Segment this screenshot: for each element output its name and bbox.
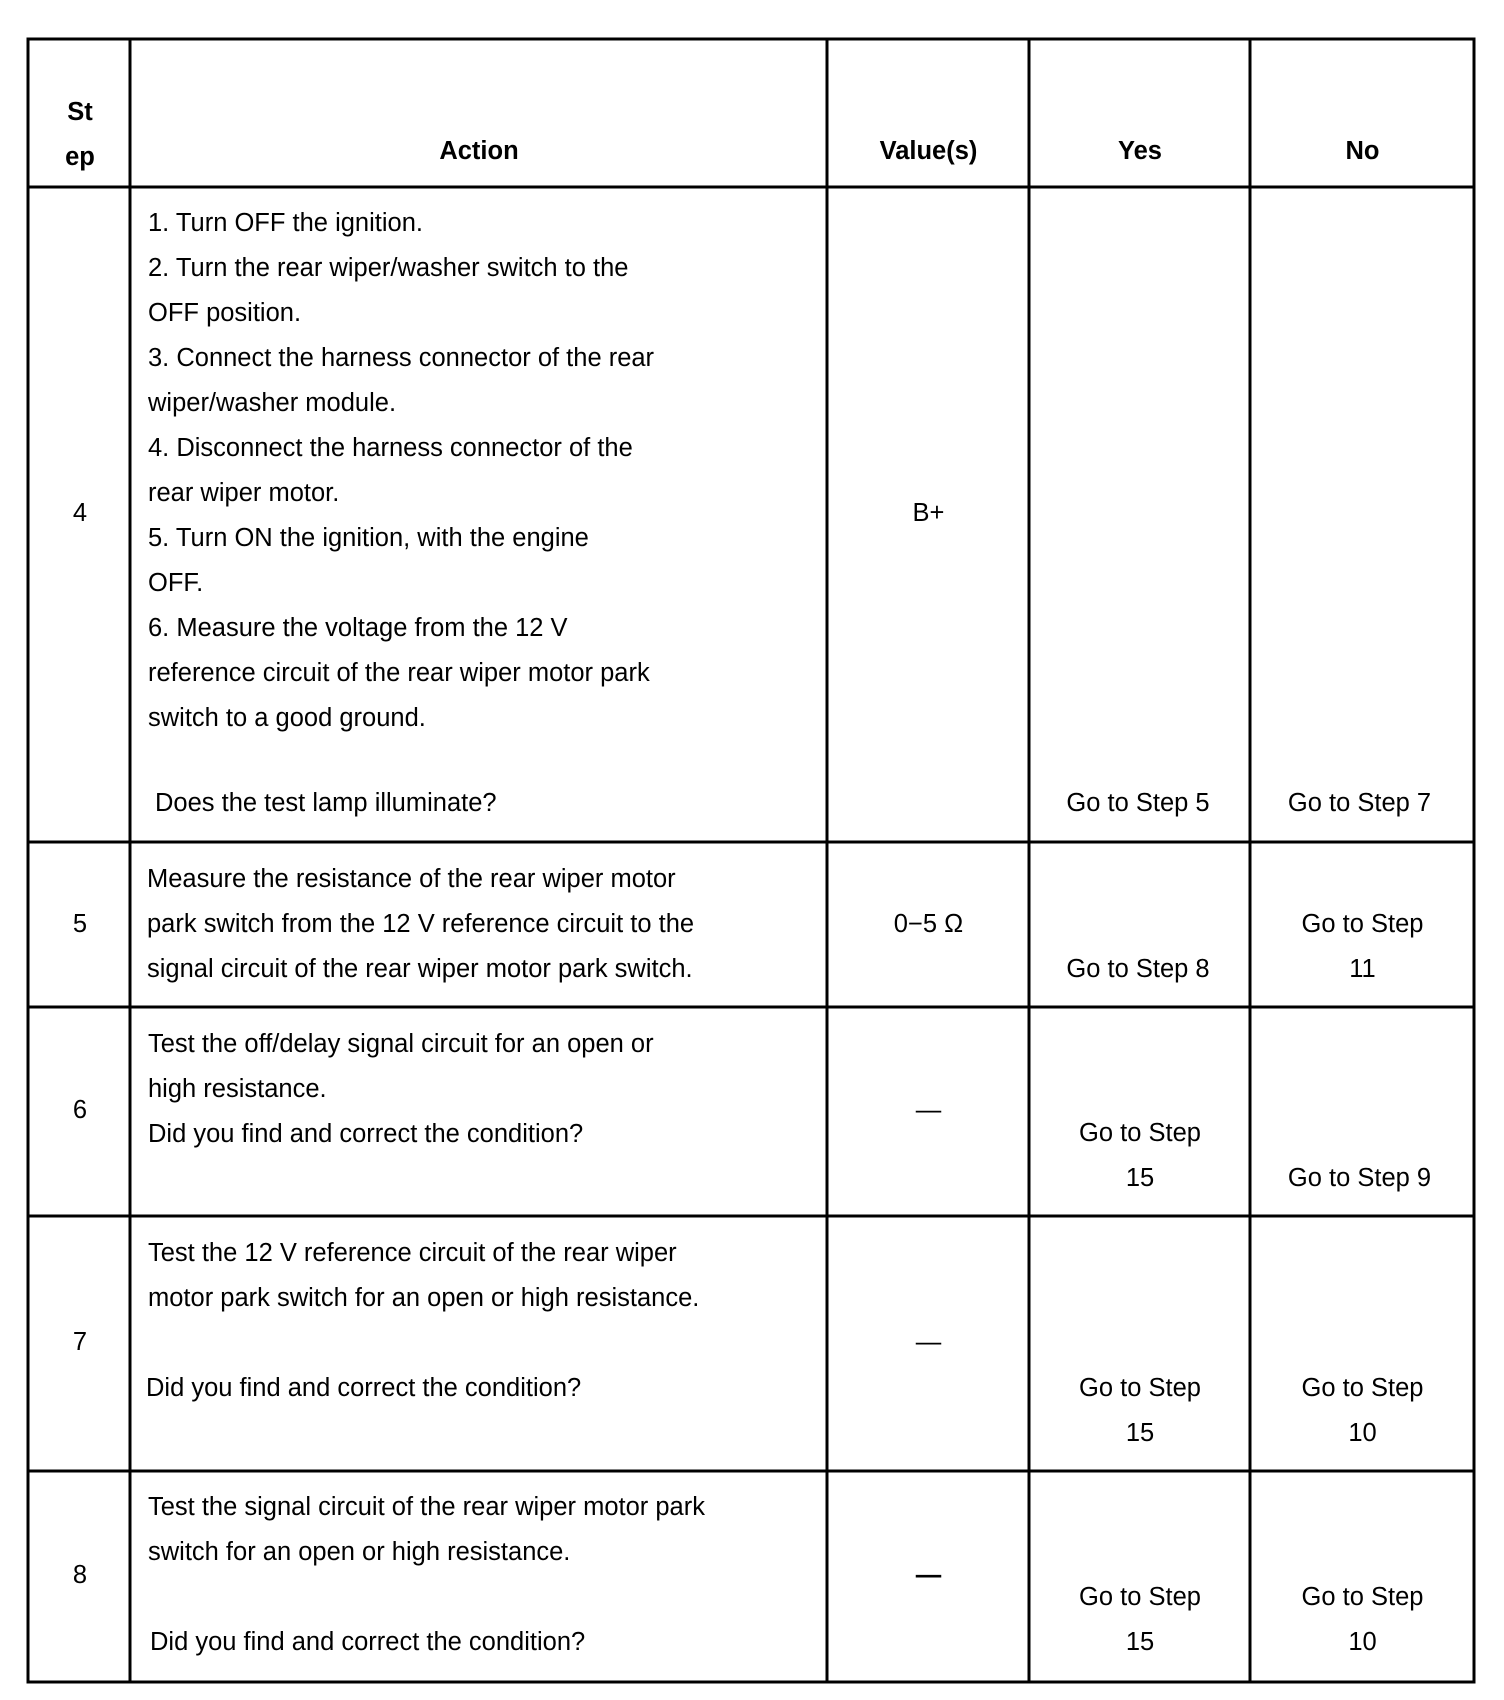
header-action: Action	[439, 137, 519, 165]
header-step-line1: St	[67, 98, 93, 126]
yes-cell	[1030, 1575, 1250, 1665]
action-question: Did you find and correct the condition?	[146, 1374, 582, 1402]
action-line: 6. Measure the voltage from the 12 V	[148, 614, 568, 642]
yes-cell	[1030, 1366, 1250, 1456]
action-line: 3. Connect the harness connector of the rear	[148, 344, 655, 372]
action-instructions	[148, 1485, 824, 1575]
no-cell-line: 10	[1348, 1628, 1377, 1656]
header-yes: Yes	[1118, 137, 1162, 165]
action-instructions	[147, 857, 823, 992]
header-step-line2: ep	[65, 143, 95, 171]
no-cell	[1251, 902, 1474, 992]
step-number: 4	[72, 499, 88, 527]
value-cell: B+	[912, 499, 945, 527]
no-cell-line: 10	[1348, 1419, 1377, 1447]
action-line: switch to a good ground.	[148, 704, 426, 732]
action-line: 4. Disconnect the harness connector of the	[148, 434, 633, 462]
value-cell: —	[915, 1096, 942, 1124]
step-number: 7	[72, 1328, 88, 1356]
action-question: Did you find and correct the condition?	[150, 1628, 586, 1656]
action-line: wiper/washer module.	[148, 389, 397, 417]
no-cell	[1251, 1366, 1474, 1456]
action-line: 2. Turn the rear wiper/washer switch to the	[148, 254, 629, 282]
action-line: 5. Turn ON the ignition, with the engine	[148, 524, 589, 552]
action-instructions	[148, 201, 818, 741]
step-number: 8	[72, 1561, 88, 1589]
step-number: 6	[72, 1096, 88, 1124]
action-line: reference circuit of the rear wiper motor park	[148, 659, 650, 687]
value-cell: —	[915, 1561, 942, 1589]
header-step	[30, 90, 130, 180]
no-cell	[1251, 1575, 1474, 1665]
no-cell-line: Go to Step	[1301, 910, 1424, 938]
header-no: No	[1345, 137, 1380, 165]
action-line: Test the off/delay signal circuit for an open or	[148, 1030, 654, 1058]
action-line: OFF position.	[148, 299, 302, 327]
step-number: 5	[72, 910, 88, 938]
action-line: switch for an open or high resistance.	[148, 1538, 571, 1566]
action-line: signal circuit of the rear wiper motor park switch.	[147, 955, 693, 983]
no-cell: Go to Step 7	[1287, 789, 1432, 817]
yes-cell-line: Go to Step	[1079, 1119, 1201, 1147]
yes-cell	[1030, 1111, 1250, 1201]
action-instructions	[148, 1022, 818, 1157]
action-question: Does the test lamp illuminate?	[155, 789, 497, 817]
no-cell-line: 11	[1349, 955, 1376, 983]
action-line: motor park switch for an open or high resistance.	[148, 1284, 700, 1312]
action-line: rear wiper motor.	[148, 479, 340, 507]
no-cell-line: Go to Step	[1301, 1583, 1424, 1611]
value-cell: —	[915, 1328, 942, 1356]
action-line: Test the signal circuit of the rear wiper motor park	[148, 1493, 705, 1521]
yes-cell: Go to Step 5	[1066, 789, 1210, 817]
action-line: OFF.	[148, 569, 204, 597]
yes-cell-line: Go to Step	[1079, 1374, 1201, 1402]
action-line: Test the 12 V reference circuit of the rear wiper	[148, 1239, 677, 1267]
yes-cell-line: 15	[1125, 1628, 1155, 1656]
header-values: Value(s)	[879, 137, 978, 165]
action-line: park switch from the 12 V reference circuit to the	[147, 910, 695, 938]
action-instructions	[148, 1231, 824, 1321]
action-line: 1. Turn OFF the ignition.	[148, 209, 423, 237]
yes-cell-line: Go to Step	[1079, 1583, 1201, 1611]
no-cell: Go to Step 9	[1287, 1164, 1432, 1192]
action-line: Did you find and correct the condition?	[148, 1120, 584, 1148]
action-line: Measure the resistance of the rear wiper motor	[147, 865, 676, 893]
yes-cell-line: 15	[1125, 1164, 1155, 1192]
action-line: high resistance.	[148, 1075, 327, 1103]
no-cell-line: Go to Step	[1301, 1374, 1424, 1402]
yes-cell: Go to Step 8	[1066, 955, 1210, 983]
value-cell: 0−5 Ω	[893, 910, 964, 938]
yes-cell-line: 15	[1125, 1419, 1155, 1447]
